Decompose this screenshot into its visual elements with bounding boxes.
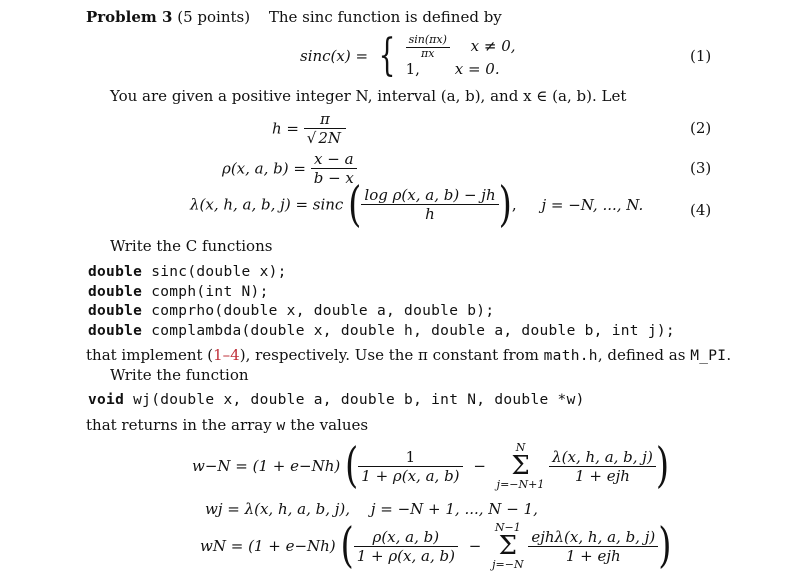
write-c-text: Write the C functions xyxy=(110,237,273,255)
wmn-f2-den: 1 + ejh xyxy=(549,466,656,485)
code-line: double comph(int N); xyxy=(88,283,269,300)
equation-w-n: wN = (1 + e−Nh) ( $\frac{\rho(x, a, b)}{1 + \rho(x, a, b)}$ − N−1 Σ j=−N $\frac{\text{ejhλ(x, h, a, b, j)}}{\text{1 + ejh}}$ ) xyxy=(200,518,672,574)
eq2-number: (2) xyxy=(690,119,712,137)
wj-cond: j = −N + 1, ..., N − 1, xyxy=(370,500,538,518)
code-line: double comprho(double x, double a, double b); xyxy=(88,303,495,319)
eq1-brace: { xyxy=(378,30,396,81)
eq4-rparen: ) xyxy=(498,176,512,233)
problem-points: (5 points) xyxy=(177,8,251,26)
given-text: You are given a positive integer N, interval (a, b), and x ∈ (a, b). Let xyxy=(110,87,627,105)
equation-ref-link[interactable]: 1–4 xyxy=(213,346,240,364)
wn-f1-num: ρ(x, a, b) xyxy=(372,527,440,546)
code-line: double sinc(double x); xyxy=(88,264,287,280)
eq1-case1-cond: x ≠ 0, xyxy=(470,37,516,56)
returns-text: that returns in the array w the values xyxy=(86,416,369,434)
equation-w-j xyxy=(205,500,538,518)
eq3-den: b − x xyxy=(311,168,357,187)
problem-header xyxy=(86,8,502,26)
wmn-f1-num: 1 xyxy=(405,447,416,466)
eq4-den: h xyxy=(361,204,498,223)
m-pi-const: M_PI xyxy=(690,348,727,364)
wn-f2-num: ejhλ(x, h, a, b, j) xyxy=(531,527,656,546)
eq3-lhs: ρ(x, a, b) = xyxy=(222,159,306,178)
wmn-f1-den: 1 + ρ(x, a, b) xyxy=(358,466,462,485)
code-line: double complambda(double x, double h, double a, double b, int j); xyxy=(88,322,675,339)
eq4-lparen: ( xyxy=(348,176,362,233)
eq1-case2-cond: x = 0. xyxy=(454,59,500,78)
wn-f2-den: 1 + ejh xyxy=(528,546,658,565)
sqrt-icon: √ xyxy=(306,129,317,147)
wj-signature: void wj(double x, double a, double b, int N, double *w) xyxy=(88,392,585,408)
equation-w-minus-n: w−N = (1 + e−Nh) ( $\frac{1}{1 + \rho(x, a, b)}$ − N Σ j=−N+1 $\frac{\lambda(x, h, a, b, j)}{\text{1 + ejh}}$ ) xyxy=(192,438,670,494)
sum-icon: N Σ j=−N+1 xyxy=(496,441,545,491)
eq1-case2-val: 1, xyxy=(405,59,420,78)
eq4-number: (4) xyxy=(690,201,712,219)
eq1-lhs: sinc(x) = xyxy=(300,47,369,65)
eq3-number: (3) xyxy=(690,159,712,177)
eq2-num: π xyxy=(319,110,330,128)
math-h: math.h xyxy=(543,348,598,364)
eq2-den-root: 2N xyxy=(318,129,342,147)
sum-icon: N−1 Σ j=−N xyxy=(492,521,524,571)
array-w: w xyxy=(276,418,286,434)
write-func-text: Write the function xyxy=(110,366,249,384)
wn-lhs: wN = (1 + e−Nh) xyxy=(200,537,336,555)
wn-f1-den: 1 + ρ(x, a, b) xyxy=(354,546,458,565)
wj-text: wj = λ(x, h, a, b, j), xyxy=(205,500,351,518)
eq4-num: log ρ(x, a, b) − jh xyxy=(364,186,496,204)
equation-3 xyxy=(222,150,357,187)
eq1-number: (1) xyxy=(690,47,712,65)
equation-1 xyxy=(300,30,516,81)
eq1-case1-den: πx xyxy=(406,47,450,61)
eq2-lhs: h = xyxy=(272,119,299,138)
implement-text: that implement (1–4), respectively. Use the π constant from math.h, defined as M_PI. xyxy=(86,346,732,364)
wmn-f2-num: λ(x, h, a, b, j) xyxy=(552,447,653,466)
eq4-lhs: λ(x, h, a, b, j) = sinc xyxy=(190,195,344,214)
equation-2 xyxy=(272,110,346,147)
problem-intro: The sinc function is defined by xyxy=(268,8,502,26)
eq3-num: x − a xyxy=(314,150,354,168)
problem-title: Problem 3 xyxy=(86,8,173,26)
eq4-cond: j = −N, ..., N. xyxy=(541,195,644,214)
eq1-case1-num: sin(πx) xyxy=(408,33,447,47)
code-block xyxy=(88,263,675,341)
eq4-tail: , xyxy=(511,195,517,214)
wmn-lhs: w−N = (1 + e−Nh) xyxy=(192,457,341,475)
